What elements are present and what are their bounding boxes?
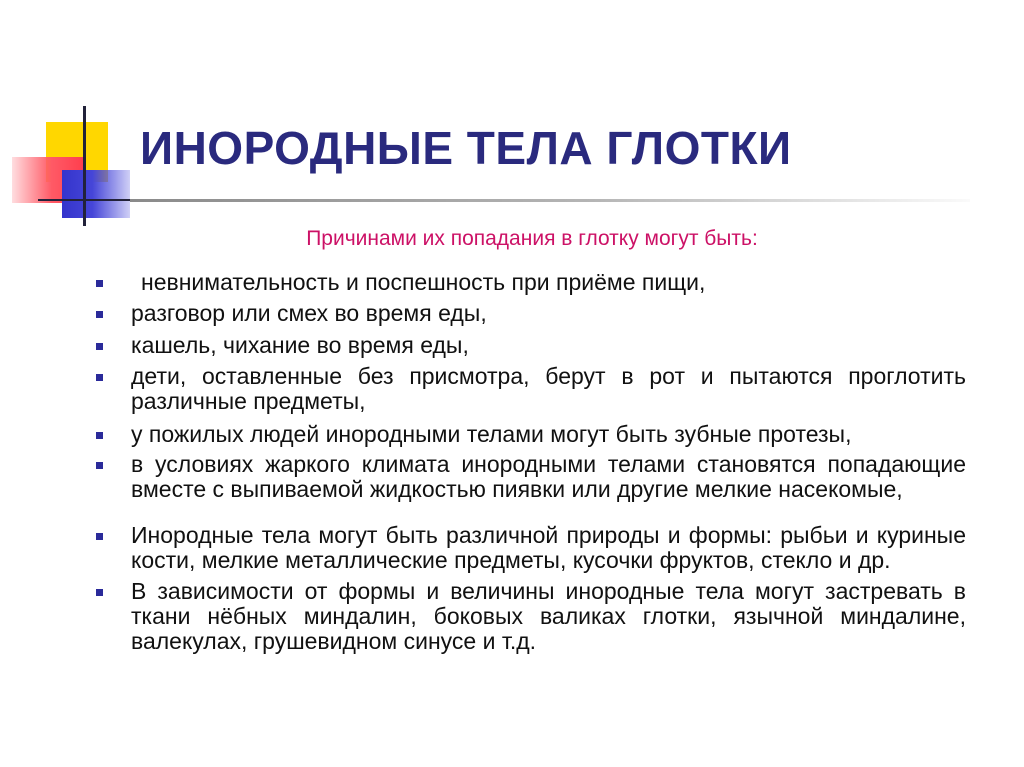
list-item	[88, 452, 966, 502]
square-bullet-icon	[96, 589, 103, 596]
vertical-line	[83, 106, 86, 226]
slide-title: ИНОРОДНЫЕ ТЕЛА ГЛОТКИ	[140, 122, 792, 174]
square-bullet-icon	[96, 280, 103, 287]
square-bullet-icon	[96, 311, 103, 318]
list-item	[88, 364, 966, 414]
square-bullet-icon	[96, 343, 103, 350]
title-underline	[130, 199, 970, 202]
square-bullet-icon	[96, 432, 103, 439]
list-item-text: дети, оставленные без присмотра, берут в рот и пытаются проглотить различные предметы,	[131, 363, 966, 414]
square-bullet-icon	[96, 533, 103, 540]
list-item-text: разговор или смех во время еды,	[131, 300, 487, 326]
square-bullet-icon	[96, 374, 103, 381]
blue-square	[62, 170, 130, 218]
bullet-list	[88, 262, 966, 654]
list-item	[88, 333, 966, 358]
list-item	[88, 270, 966, 295]
list-item-text: Инородные тела могут быть различной природы и формы: рыбьи и куриные кости, мелкие металлические предметы, кусочки фруктов, стекло и др.	[131, 522, 966, 573]
slide-subtitle: Причинами их попадания в глотку могут быть:	[306, 227, 758, 250]
list-item	[88, 422, 966, 447]
list-item-text: В зависимости от формы и величины инородные тела могут застревать в ткани нёбных миндалин, боковых валиках глотки, язычной миндалине, валекулах, грушевидном синусе и т.д.	[131, 578, 966, 654]
square-bullet-icon	[96, 462, 103, 469]
list-item	[88, 579, 966, 654]
list-item	[88, 301, 966, 326]
list-item-text: невнимательность и поспешность при приёме пищи,	[141, 269, 706, 295]
list-item-text: в условиях жаркого климата инородными телами становятся попадающие вместе с выпиваемой жидкостью пиявки или другие мелкие насекомые,	[131, 451, 966, 502]
list-item-text: у пожилых людей инородными телами могут быть зубные протезы,	[131, 421, 852, 447]
list-item-text: кашель, чихание во время еды,	[131, 332, 469, 358]
list-item	[88, 523, 966, 573]
